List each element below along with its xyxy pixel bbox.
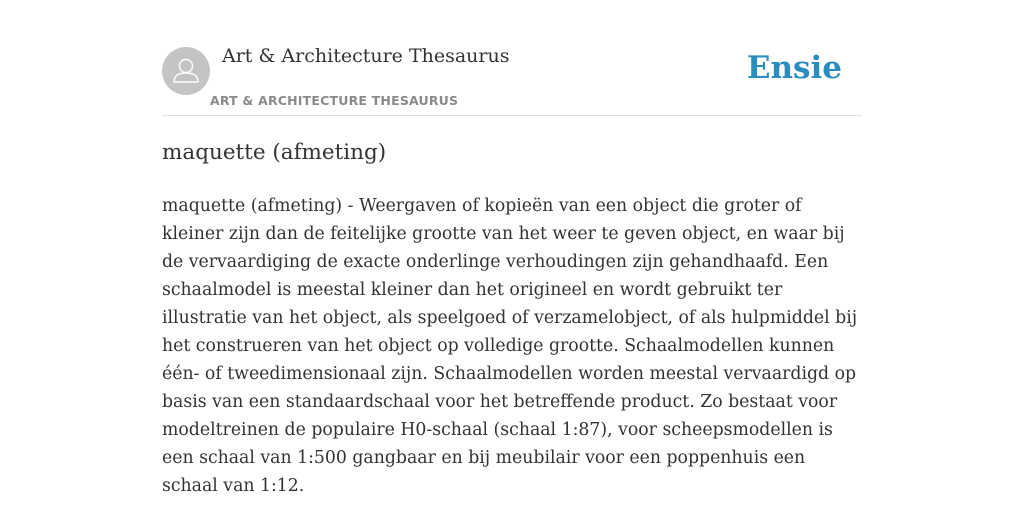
author-subtitle: ART & ARCHITECTURE THESAURUS [210,93,459,108]
author-name[interactable]: Art & Architecture Thesaurus [222,45,510,67]
user-silhouette-icon [162,47,210,95]
user-avatar-icon[interactable] [162,47,210,95]
ensie-logo[interactable]: Ensie [746,50,842,86]
definition-card [162,0,862,512]
definition-title: maquette (afmeting) [162,140,387,165]
definition-body: maquette (afmeting) - Weergaven of kopieën van een object die groter of kleiner zijn dan de feitelijke grootte van het weer te geven object, en waar bij de vervaardiging de exacte onderlinge verhoudingen zijn gehandhaafd. Een schaalmodel is meestal kleiner dan het origineel en wordt gebruikt ter illustratie van het object, als speelgoed of verzamelobject, of als hulpmiddel bij het construeren van het object op volledige grootte. Schaalmodellen kunnen één- of tweedimensionaal zijn. Schaalmodellen worden meestal vervaardigd op basis van een standaardschaal voor het betreffende product. Zo bestaat voor modeltreinen de populaire H0-schaal (schaal 1:87), voor scheepsmodellen is een schaal van 1:500 gangbaar en bij meubilair voor een poppenhuis een schaal van 1:12. [162,196,858,496]
header-divider [162,115,862,116]
